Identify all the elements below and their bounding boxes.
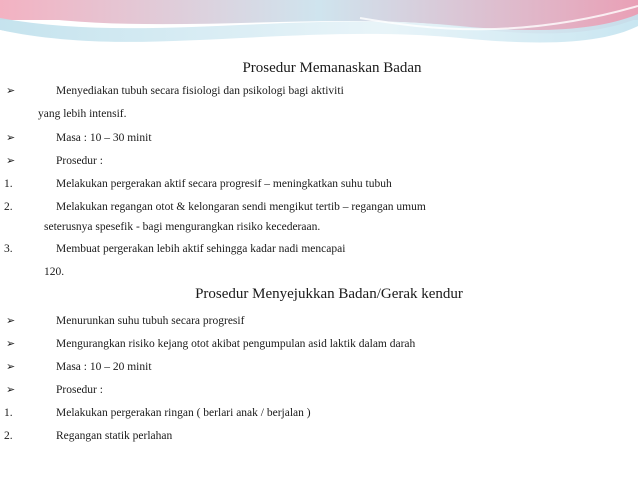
list-number: 3.: [4, 243, 13, 255]
arrow-bullet-icon: ➢: [6, 315, 16, 327]
list-number: 2.: [4, 430, 13, 442]
arrow-bullet-icon: ➢: [6, 132, 16, 144]
arrow-bullet-icon: ➢: [6, 384, 16, 396]
arrow-bullet-icon: ➢: [6, 338, 16, 350]
section-title-cooldown: Prosedur Menyejukkan Badan/Gerak kendur: [195, 286, 463, 302]
list-number: 2.: [4, 201, 13, 213]
arrow-bullet-icon: ➢: [6, 361, 16, 373]
arrow-bullet-icon: ➢: [6, 155, 16, 167]
slide-content: Prosedur Memanaskan Badan ➢ Menyediakan tubuh secara fisiologi dan psikologi bagi aktiviti yang lebih intensif. ➢ Masa : 10 – 30 minit ➢ Prosedur : 1. Melakukan pergerakan aktif secara progresif – meningkatkan suhu tubuh 2. Melakukan regangan otot & kelongaran sendi mengikut tertib – regangan umum seterusnya spesefik - bagi mengurangkan risiko kecederaan. 3. Membuat pergerakan lebih aktif sehingga kadar nadi mencapai 120. Prosedur Menyejukkan Badan/Gerak kendur ➢ Menurunkan suhu tubuh secara progresif ➢ Mengurangkan risiko kejang otot akibat pengumpulan asid laktik dalam darah ➢ Masa : 10 – 20 minit ➢ Prosedur : 1. Melakukan pergerakan ringan ( berlari anak / berjalan ) 2. Regangan statik perlahan: [0, 0, 638, 479]
arrow-bullet-icon: ➢: [6, 85, 16, 97]
section-title-warmup: Prosedur Memanaskan Badan: [242, 60, 422, 76]
list-number: 1.: [4, 178, 13, 190]
list-number: 1.: [4, 407, 13, 419]
